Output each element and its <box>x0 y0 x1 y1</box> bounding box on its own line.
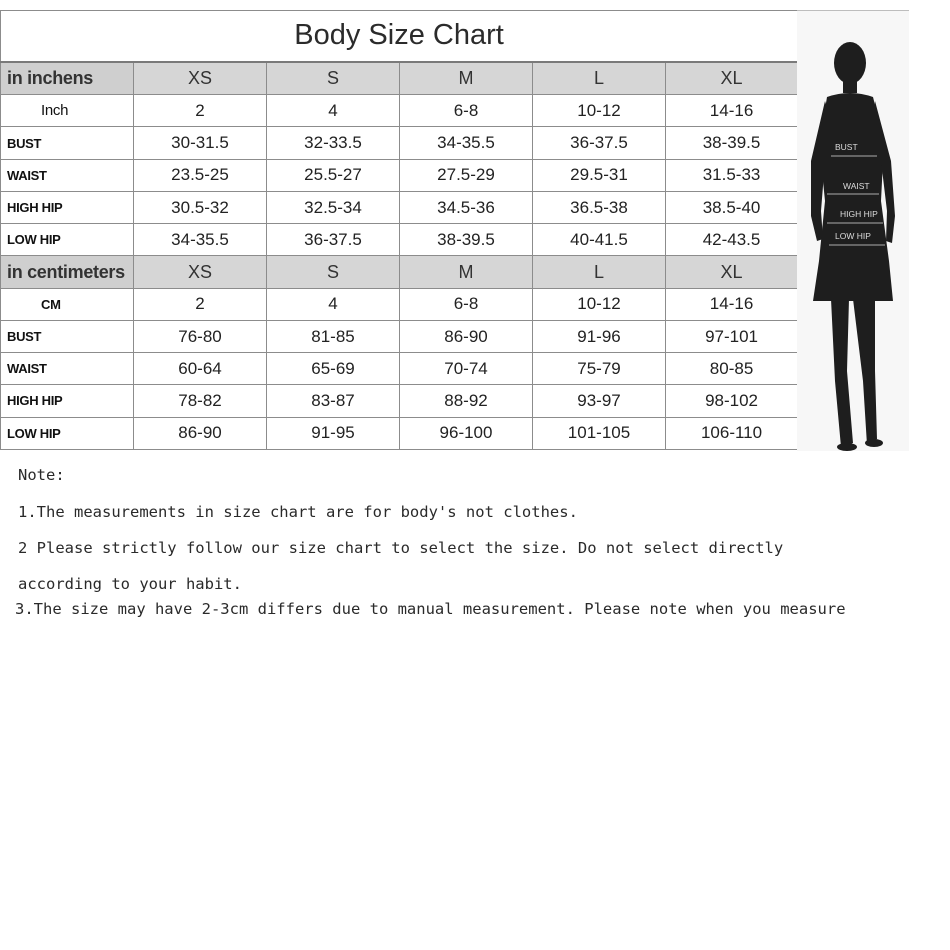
table-cell: 34-35.5 <box>134 224 267 256</box>
table-cell: 2 <box>134 288 267 320</box>
size-header: XL <box>666 62 798 95</box>
row-label: WAIST <box>1 353 134 385</box>
size-chart-table <box>0 10 798 450</box>
table-cell: 88-92 <box>400 385 533 417</box>
table-cell: 98-102 <box>666 385 798 417</box>
table-cell: 30.5-32 <box>134 191 267 223</box>
table-cell: 10-12 <box>533 288 666 320</box>
size-header: L <box>533 62 666 95</box>
table-cell: 38-39.5 <box>666 127 798 159</box>
size-header: XS <box>134 62 267 95</box>
table-cell: 83-87 <box>267 385 400 417</box>
body-figure-panel <box>797 10 909 451</box>
size-header: S <box>267 62 400 95</box>
figure-label-high-hip: HIGH HIP <box>840 209 878 219</box>
note-line-3: 3.The size may have 2-3cm differs due to manual measurement. Please note when you measure <box>15 600 846 618</box>
row-label: LOW HIP <box>1 417 134 449</box>
table-cell: 2 <box>134 95 267 127</box>
size-header: XS <box>134 256 267 288</box>
row-label: HIGH HIP <box>1 191 134 223</box>
table-cell: 97-101 <box>666 320 798 352</box>
table-cell: 4 <box>267 95 400 127</box>
table-cell: 27.5-29 <box>400 159 533 191</box>
table-cell: 101-105 <box>533 417 666 449</box>
table-cell: 6-8 <box>400 288 533 320</box>
centimeters-unit-row <box>1 288 798 320</box>
inches-header-row <box>1 62 798 95</box>
size-header: L <box>533 256 666 288</box>
table-row <box>1 417 798 449</box>
size-header: M <box>400 62 533 95</box>
table-cell: 91-96 <box>533 320 666 352</box>
note-line-1: 1.The measurements in size chart are for body's not clothes. <box>18 503 578 521</box>
table-row <box>1 320 798 352</box>
table-cell: 36-37.5 <box>267 224 400 256</box>
table-row <box>1 385 798 417</box>
table-row <box>1 127 798 159</box>
table-cell: 23.5-25 <box>134 159 267 191</box>
row-label: HIGH HIP <box>1 385 134 417</box>
table-cell: 91-95 <box>267 417 400 449</box>
row-label: LOW HIP <box>1 224 134 256</box>
table-cell: 4 <box>267 288 400 320</box>
chart-title: Body Size Chart <box>1 11 798 62</box>
table-cell: 86-90 <box>400 320 533 352</box>
table-cell: 75-79 <box>533 353 666 385</box>
unit-label: CM <box>1 288 134 320</box>
figure-label-waist: WAIST <box>843 181 870 191</box>
table-cell: 32-33.5 <box>267 127 400 159</box>
table-row <box>1 224 798 256</box>
table-cell: 25.5-27 <box>267 159 400 191</box>
table-cell: 76-80 <box>134 320 267 352</box>
table-cell: 38-39.5 <box>400 224 533 256</box>
table-row <box>1 353 798 385</box>
note-line-2b: according to your habit. <box>18 575 242 593</box>
table-cell: 32.5-34 <box>267 191 400 223</box>
table-cell: 60-64 <box>134 353 267 385</box>
figure-label-low-hip: LOW HIP <box>835 231 871 241</box>
table-cell: 6-8 <box>400 95 533 127</box>
table-cell: 78-82 <box>134 385 267 417</box>
table-cell: 70-74 <box>400 353 533 385</box>
centimeters-section-label: in centimeters <box>1 256 134 288</box>
body-silhouette-icon <box>797 11 909 451</box>
table-cell: 14-16 <box>666 288 798 320</box>
table-cell: 93-97 <box>533 385 666 417</box>
table-cell: 40-41.5 <box>533 224 666 256</box>
size-header: XL <box>666 256 798 288</box>
table-cell: 34.5-36 <box>400 191 533 223</box>
table-cell: 30-31.5 <box>134 127 267 159</box>
table-cell: 81-85 <box>267 320 400 352</box>
notes-heading: Note: <box>18 466 65 484</box>
table-cell: 29.5-31 <box>533 159 666 191</box>
size-header: S <box>267 256 400 288</box>
table-cell: 31.5-33 <box>666 159 798 191</box>
size-header: M <box>400 256 533 288</box>
table-cell: 36-37.5 <box>533 127 666 159</box>
table-cell: 36.5-38 <box>533 191 666 223</box>
row-label: BUST <box>1 320 134 352</box>
table-cell: 86-90 <box>134 417 267 449</box>
inches-section-label: in inchens <box>1 62 134 95</box>
table-cell: 42-43.5 <box>666 224 798 256</box>
table-cell: 14-16 <box>666 95 798 127</box>
table-row <box>1 191 798 223</box>
note-line-2a: 2 Please strictly follow our size chart to select the size. Do not select directly <box>18 539 784 557</box>
table-cell: 34-35.5 <box>400 127 533 159</box>
table-row <box>1 159 798 191</box>
table-cell: 96-100 <box>400 417 533 449</box>
inches-unit-row <box>1 95 798 127</box>
unit-label: Inch <box>1 95 134 127</box>
table-cell: 65-69 <box>267 353 400 385</box>
row-label: BUST <box>1 127 134 159</box>
centimeters-header-row <box>1 256 798 288</box>
figure-label-bust: BUST <box>835 142 858 152</box>
table-cell: 38.5-40 <box>666 191 798 223</box>
table-cell: 80-85 <box>666 353 798 385</box>
row-label: WAIST <box>1 159 134 191</box>
table-cell: 10-12 <box>533 95 666 127</box>
table-cell: 106-110 <box>666 417 798 449</box>
